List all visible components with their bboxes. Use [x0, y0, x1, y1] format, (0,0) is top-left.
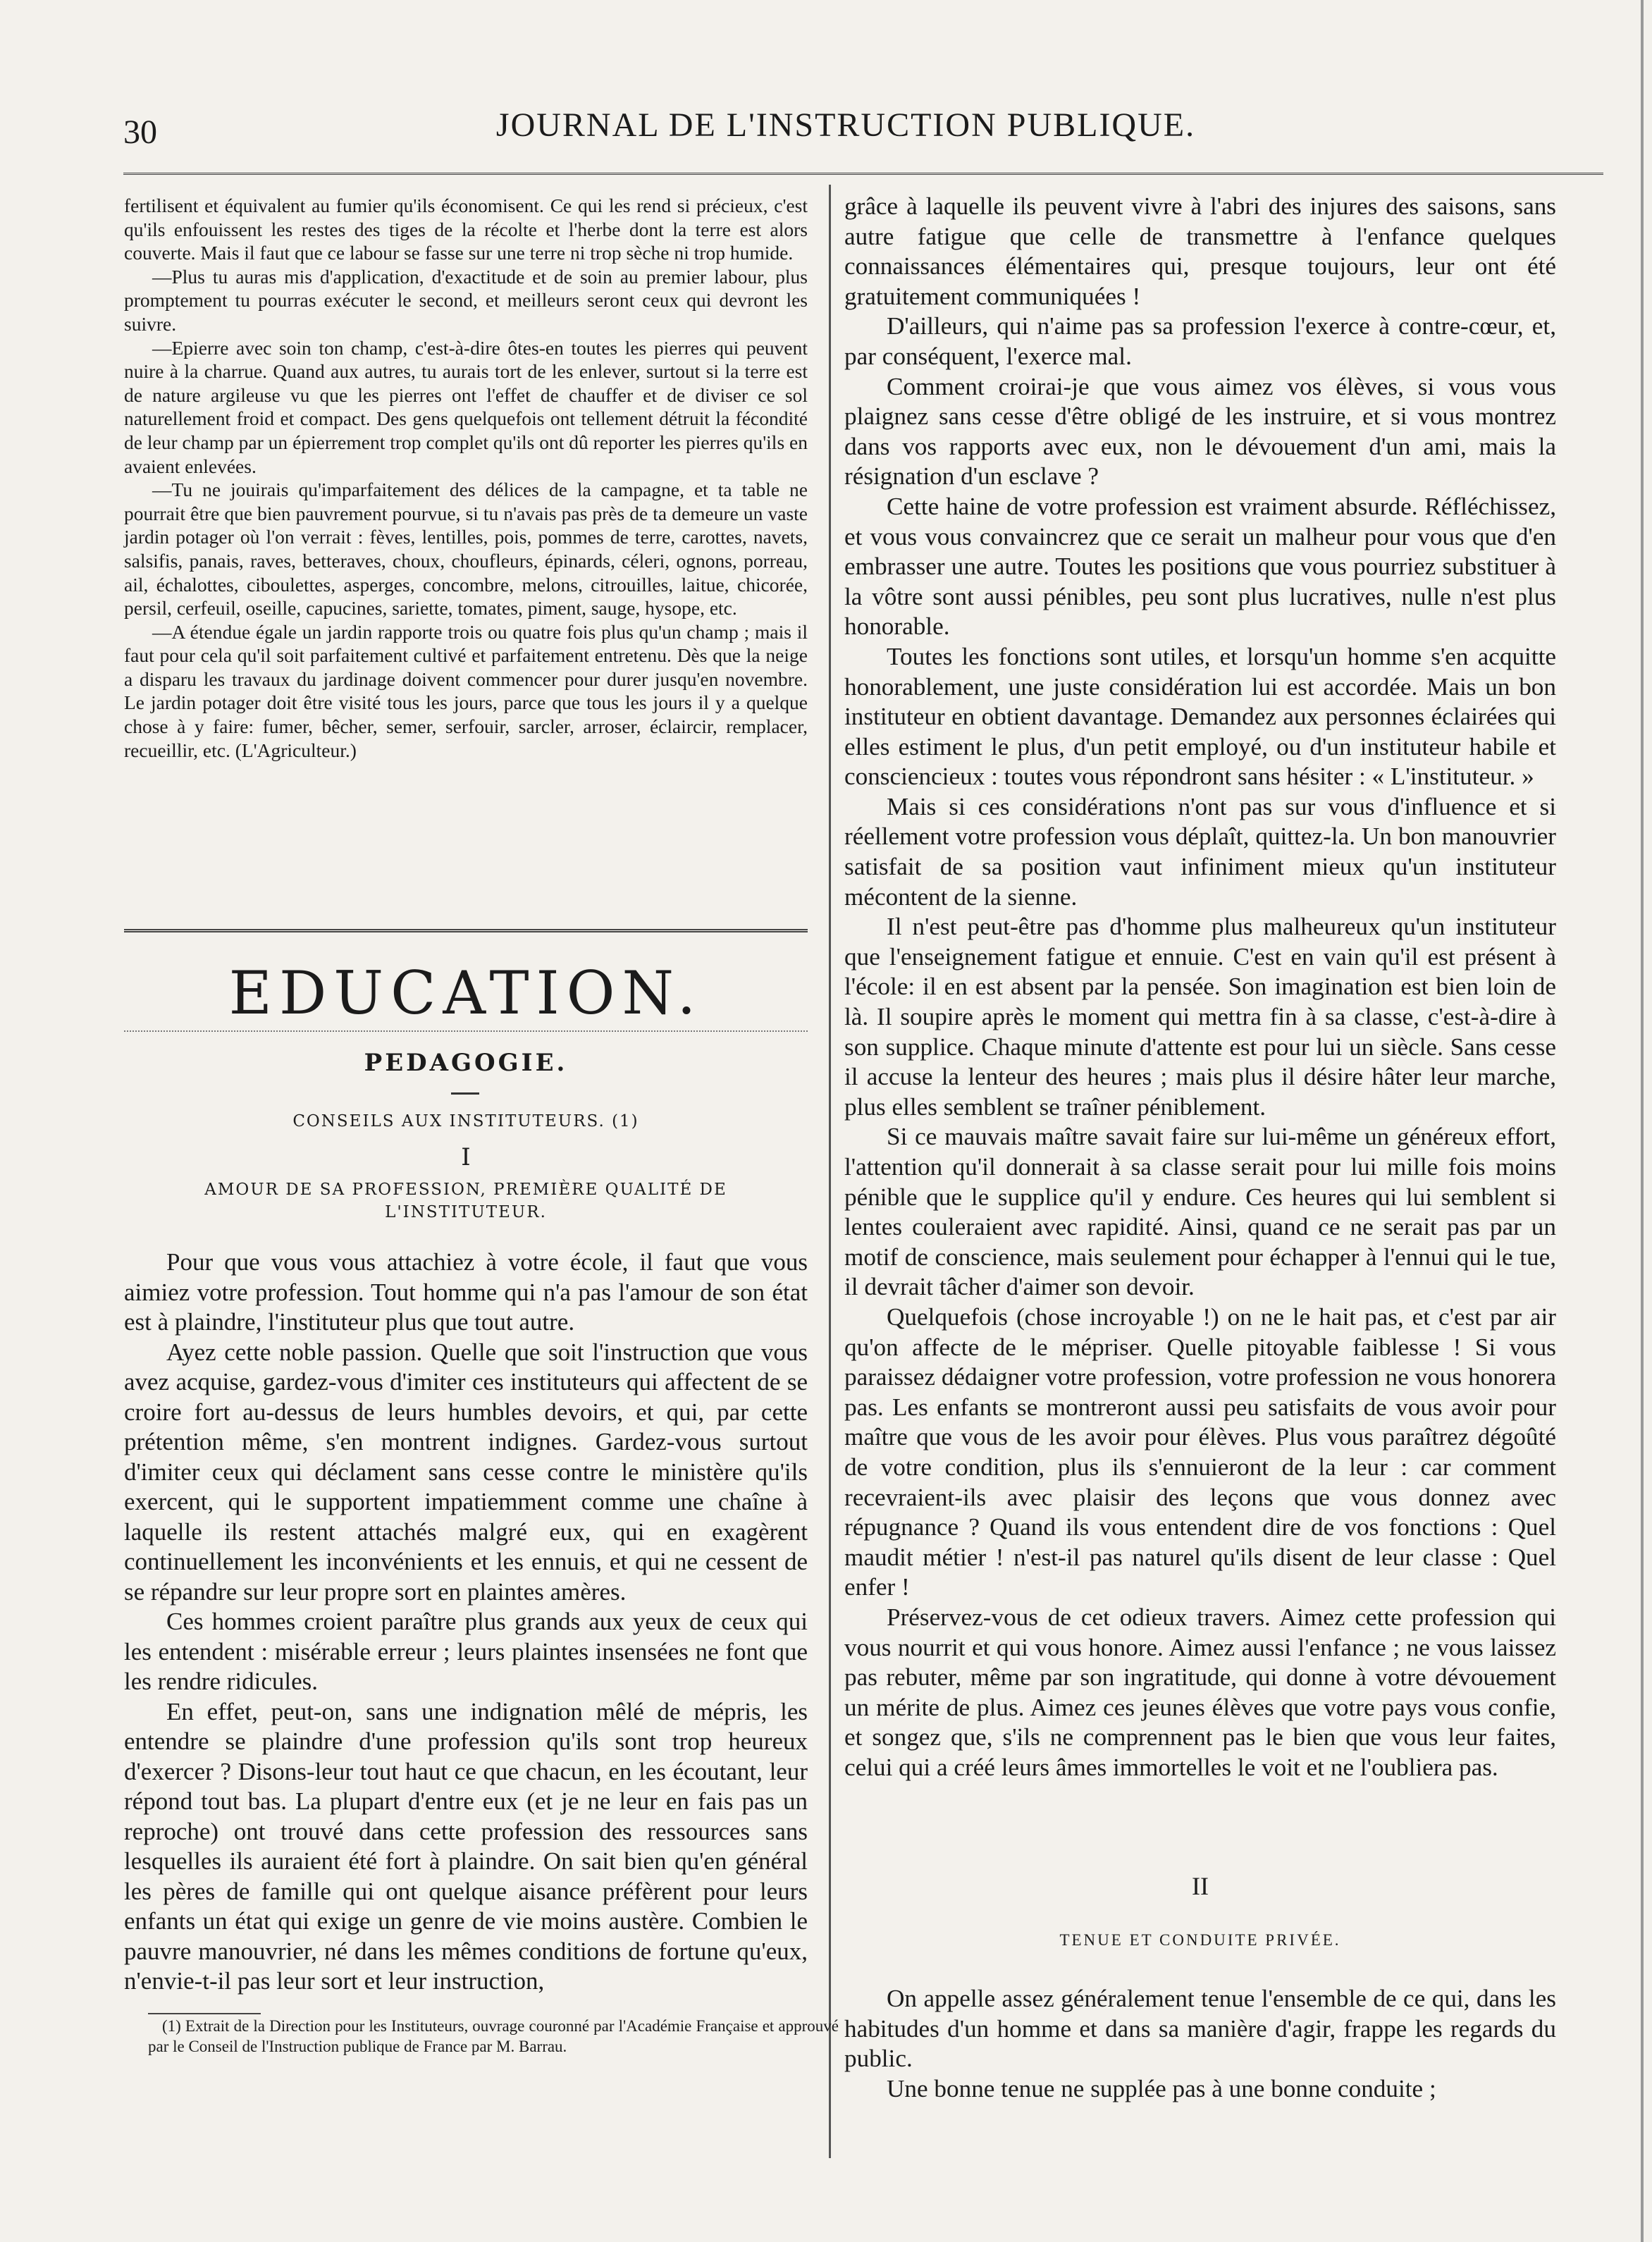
- right-column: [844, 192, 1556, 1782]
- paragraph: Si ce mauvais maître savait faire sur lui-même un généreux effort, l'attention qu'il donnerait à sa classe serait pour lui mille fois moins pénible que le supplice qu'il y endure. Ces heures qui lui semblent si lentes couleraient avec rapidité. Ainsi, quand ce ne serait pas par un motif de conscience, mais seulement pour échapper à l'ennui qui le tue, il devrait tâcher d'aimer son devoir.: [844, 1123, 1556, 1301]
- section-rule-dotted: [124, 1030, 808, 1032]
- subsection-title: PEDAGOGIE.: [364, 1049, 568, 1077]
- paragraph: Quelquefois (chose incroyable !) on ne le hait pas, et c'est par air qu'on affecte de le mépriser. Quelle pitoyable faiblesse ! Si vous paraissez dédaigner votre profession, votre profession ne vous honorera pas. Les enfants se montreront aussi peu satisfaits de vous avoir pour maître que vous de les avoir pour élèves. Plus vous paraîtrez dégoûté de votre condition, plus ils s'ennuieront de la leur : car comment recevraient-ils avec plaisir des leçons que vous donnez avec répugnance ? Quand ils vous entendent dire de vos fonctions : Quel maudit métier ! n'est-il pas naturel qu'ils disent de leur classe : Quel enfer !: [844, 1302, 1556, 1601]
- paragraph: —Epierre avec soin ton champ, c'est-à-dire ôtes-en toutes les pierres qui peuvent nuire à la charrue. Quand aux autres, tu aurais tort de les enlever, surtout si la terre est de nature argileuse vu que les pierres ont l'effet de chauffer et de diviser ce sol naturellement froid et compact. Des gens quelquefois ont tellement détruit la fécondité de leur champ par un épierrement trop complet qu'ils ont dû reporter les pierres qu'ils en avaient enlevées.: [124, 336, 808, 477]
- page-edge: [1641, 0, 1644, 2242]
- footnote-rule: [148, 2013, 261, 2014]
- paragraph: Préservez-vous de cet odieux travers. Aimez cette profession qui vous nourrit et qui vous honore. Aimez aussi l'enfance ; ne vous laissez pas rebuter, même par son ingratitude, qui donne à votre dévouement un mérite de plus. Aimez ces jeunes élèves que votre pays vous confie, et songez que, s'ils ne comprennent pas le bien que vous leur faites, celui qui a créé leurs âmes immortelles le voit et ne l'oubliera pas.: [844, 1603, 1556, 1781]
- chapter-title: AMOUR DE SA PROFESSION, PREMIÈRE QUALITÉ DE L'INSTITUTEUR.: [204, 1181, 727, 1221]
- left-column-agriculture: [124, 194, 808, 762]
- paragraph: Ayez cette noble passion. Quelle que soit l'instruction que vous avez acquise, gardez-vous d'imiter ces instituteurs qui affectent de se croire fort au-dessus de leurs humbles devoirs, et qui, par cette prétention même, s'en montrent indignes. Gardez-vous surtout d'imiter ceux qui déclament sans cesse contre le ministère qu'ils exercent, qui le supportent impatiemment comme une chaîne à laquelle ils restent attachés malgré eux, qui en exagèrent continuellement les inconvénients et les ennuis, et qui ne cessent de se répandre sur leur propre sort en plaintes amères.: [124, 1338, 808, 1606]
- page-number: 30: [123, 113, 157, 151]
- chapter-number: II: [1192, 1872, 1209, 1900]
- paragraph: —Plus tu auras mis d'application, d'exactitude et de soin au premier labour, plus promptement tu pourras exécuter le second, et meilleurs seront ceux qui devront les suivre.: [124, 265, 808, 335]
- paragraph: Mais si ces considérations n'ont pas sur vous d'influence et si réellement votre profession vous déplaît, quittez-la. Un bon manouvrier satisfait de sa position vaut infiniment mieux qu'un instituteur mécontent de la sienne.: [844, 792, 1556, 911]
- separator-dash: [451, 1092, 479, 1095]
- paragraph: En effet, peut-on, sans une indignation mêlé de mépris, les entendre se plaindre d'une profession qu'ils sont trop heureux d'exercer ? Disons-leur tout haut ce que chacun, en les écoutant, leur répond tout bas. La plupart d'entre eux (et je ne leur en fais pas un reproche) ont trouvé dans cette profession des ressources sans lesquelles ils auraient été fort à plaindre. On sait bien qu'en général les pères de famille qui ont quelque aisance préfèrent pour leurs enfants un état qui exige un genre de vie moins austère. Combien le pauvre manouvrier, né dans les mêmes conditions de fortune qu'eux, n'envie-t-il pas leur sort et leur instruction,: [124, 1697, 808, 1995]
- column-divider: [829, 185, 831, 2158]
- paragraph: D'ailleurs, qui n'aime pas sa profession l'exerce à contre-cœur, et, par conséquent, l'exerce mal.: [844, 312, 1556, 370]
- paragraph: Pour que vous vous attachiez à votre école, il faut que vous aimiez votre profession. Tout homme qui n'a pas l'amour de son état est à plaindre, l'instituteur plus que tout autre.: [124, 1248, 808, 1336]
- paragraph: —A étendue égale un jardin rapporte trois ou quatre fois plus qu'un champ ; mais il faut pour cela qu'il soit parfaitement cultivé et parfaitement entretenu. Dès que la neige a disparu les travaux du jardinage doivent commencer pour durer jusqu'en novembre. Le jardin potager doit être visité tous les jours, parce que tous les jours il y a quelque chose à y faire: fumer, bêcher, semer, serfouir, sarcler, arroser, éclaircir, remplacer, recueillir, etc. (L'Agriculteur.): [124, 620, 808, 761]
- paragraph: Une bonne tenue ne supplée pas à une bonne conduite ;: [887, 2074, 1436, 2102]
- header-rule: [123, 173, 1603, 175]
- footnote: (1) Extrait de la Direction pour les Instituteurs, ouvrage couronné par l'Académie Française et approuvé par le Conseil de l'Instruction publique de France par M. Barrau.: [148, 2017, 839, 2055]
- chapter-title: TENUE ET CONDUITE PRIVÉE.: [1059, 1931, 1341, 1949]
- chapter-number: I: [461, 1143, 471, 1171]
- paragraph: On appelle assez généralement tenue l'ensemble de ce qui, dans les habitudes d'un homme et dans sa manière d'agir, frappe les regards du public.: [844, 1985, 1556, 2073]
- paragraph: Cette haine de votre profession est vraiment absurde. Réfléchissez, et vous vous convaincrez que ce serait un malheur pour vous que d'en embrasser une autre. Toutes les positions que vous pourriez substituer à la vôtre sont aussi pénibles, peu sont plus lucratives, nulle n'est plus honorable.: [844, 492, 1556, 641]
- section-rule: [124, 929, 808, 932]
- paragraph: —Tu ne jouirais qu'imparfaitement des délices de la campagne, et ta table ne pourrait être que bien pauvrement pourvue, si tu n'avais pas près de ta demeure un vaste jardin potager où l'on verrait : fèves, lentilles, pois, pommes de terre, carottes, navets, salsifis, panais, raves, betteraves, choux, choufleurs, épinards, céleri, ognons, porreau, ail, échalottes, ciboulettes, asperges, concombre, melons, citrouilles, laitue, chicorée, persil, cerfeuil, oseille, capucines, sariette, tomates, piment, sauge, hysope, etc.: [124, 479, 808, 620]
- paragraph: Comment croirai-je que vous aimez vos élèves, si vous vous plaignez sans cesse d'être obligé de les instruire, et si vous montrez dans vos rapports avec eux, non le dévouement d'un ami, mais la résignation d'un esclave ?: [844, 372, 1556, 491]
- section-title: EDUCATION.: [228, 959, 703, 1028]
- running-head: JOURNAL DE L'INSTRUCTION PUBLIQUE.: [495, 106, 1196, 144]
- paragraph: Ces hommes croient paraître plus grands aux yeux de ceux qui les entendent : misérable erreur ; leurs plaintes insensées ne font que les rendre ridicules.: [124, 1608, 808, 1695]
- article-title: CONSEILS AUX INSTITUTEURS. (1): [292, 1112, 639, 1131]
- left-column-education: [124, 1248, 808, 1997]
- paragraph: Toutes les fonctions sont utiles, et lorsqu'un homme s'en acquitte honorablement, une juste considération lui est accordée. Mais un bon instituteur en obtient davantage. Demandez aux personnes éclairées qui elles estiment le plus, d'un petit employé, ou d'un instituteur habile et consciencieux : toutes vous répondront sans hésiter : « L'instituteur. »: [844, 642, 1556, 791]
- paragraph: grâce à laquelle ils peuvent vivre à l'abri des injures des saisons, sans autre fatigue que celle de transmettre à l'enfance quelques connaissances élémentaires qui, presque toujours, leur ont été gratuitement communiquées !: [844, 192, 1556, 310]
- paragraph: Il n'est peut-être pas d'homme plus malheureux qu'un instituteur que l'enseignement fatigue et ennuie. C'est en vain qu'il est présent à l'école: il en est absent par la pensée. Son imagination est bien loin de là. Il soupire après le moment qui mettra fin à sa classe, c'est-à-dire à son supplice. Chaque minute d'attente est pour lui un siècle. Sans cesse il accuse la lenteur des heures ; mais plus il désire hâter leur marche, plus elles semblent se traîner péniblement.: [844, 913, 1556, 1121]
- paragraph: fertilisent et équivalent au fumier qu'ils économisent. Ce qui les rend si précieux, c'est qu'ils enfouissent les restes des tiges de la récolte et l'herbe dont la terre est alors couverte. Mais il faut que ce labour se fasse sur une terre ni trop sèche ni trop humide.: [124, 195, 808, 264]
- right-column-continued: [844, 1984, 1556, 2104]
